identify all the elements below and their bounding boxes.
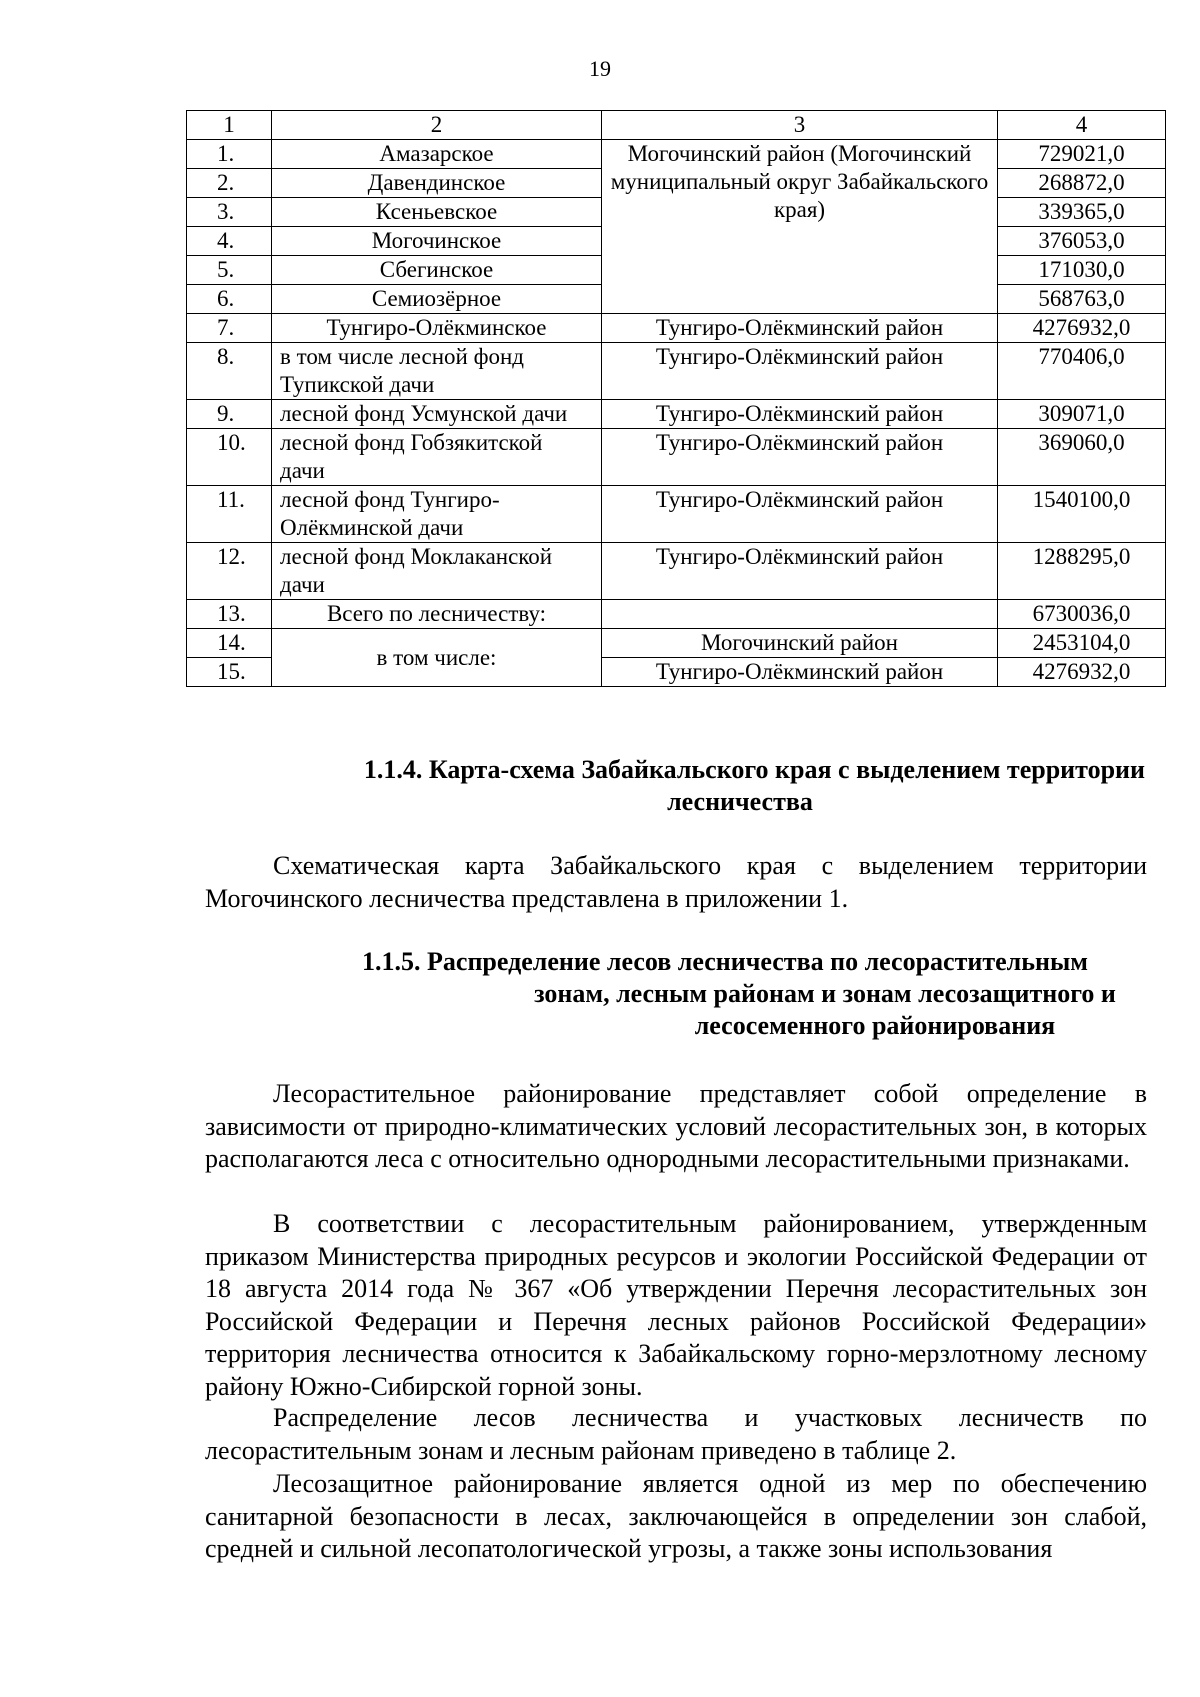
table-row — [187, 400, 1166, 429]
row-number: 10. — [187, 429, 272, 486]
page-number: 19 — [589, 56, 611, 81]
table-row — [187, 429, 1166, 486]
forestry-name: Амазарское — [272, 140, 602, 169]
row-number: 6. — [187, 285, 272, 314]
forestry-name: лесной фонд Гобзякитской дачи — [272, 429, 602, 486]
area-value: 4276932,0 — [998, 658, 1166, 687]
forestry-table — [186, 110, 1166, 687]
forestry-name: в том числе лесной фонд Тупикской дачи — [272, 343, 602, 400]
area-value: 369060,0 — [998, 429, 1166, 486]
forestry-name: лесной фонд Моклаканской дачи — [272, 543, 602, 600]
body-paragraph: В соответствии с лесорастительным районированием, утвержденным приказом Министерства природных ресурсов и экологии Российской Федерации от 18 августа 2014 года № 367 «Об утверждении Перечня лесорастительных зон Российской Федерации и Перечня лесных районов Российской Федерации» территория лесничества относится к Забайкальскому горно-мерзлотному лесному району Южно-Сибирской горной зоны. — [205, 1209, 1147, 1401]
table-row — [187, 140, 1166, 169]
district-merged: Могочинский район (Могочинский муниципальный округ Забайкальского края) — [602, 140, 998, 314]
district-name — [602, 600, 998, 629]
area-value: 309071,0 — [998, 400, 1166, 429]
forestry-name: Сбегинское — [272, 256, 602, 285]
row-number: 4. — [187, 227, 272, 256]
row-number: 13. — [187, 600, 272, 629]
area-value: 2453104,0 — [998, 629, 1166, 658]
body-paragraph: Лесозащитное районирование является одной из мер по обеспечению санитарной безопасности в лесах, заключающейся в определении зон слабой, средней и сильной лесопатологической угрозы, а также зоны использования — [205, 1469, 1147, 1563]
table-row — [187, 314, 1166, 343]
table-row — [187, 543, 1166, 600]
table-row — [187, 600, 1166, 629]
section-title-line: 1.1.4. Карта-схема Забайкальского края с выделением территории — [363, 755, 1145, 784]
header-cell: 4 — [998, 111, 1166, 140]
table-header-row — [187, 111, 1166, 140]
area-value: 568763,0 — [998, 285, 1166, 314]
including-merged: в том числе: — [272, 629, 602, 687]
section-1-1-4-paragraph: Схематическая карта Забайкальского края с выделением территории Могочинского лесничества представлена в приложении 1. — [205, 851, 1147, 913]
area-value: 4276932,0 — [998, 314, 1166, 343]
row-number: 2. — [187, 169, 272, 198]
district-name: Тунгиро-Олёкминский район — [602, 343, 998, 400]
row-number: 7. — [187, 314, 272, 343]
forestry-name: Всего по лесничеству: — [272, 600, 602, 629]
area-value: 770406,0 — [998, 343, 1166, 400]
area-value: 6730036,0 — [998, 600, 1166, 629]
table-row — [187, 343, 1166, 400]
forestry-name: Семиозёрное — [272, 285, 602, 314]
body-paragraph: Распределение лесов лесничества и участковых лесничеств по лесорастительным зонам и лесным районам приведено в таблице 2. — [205, 1403, 1147, 1465]
area-value: 1288295,0 — [998, 543, 1166, 600]
area-value: 339365,0 — [998, 198, 1166, 227]
row-number: 15. — [187, 658, 272, 687]
row-number: 12. — [187, 543, 272, 600]
forestry-name: Ксеньевское — [272, 198, 602, 227]
area-value: 376053,0 — [998, 227, 1166, 256]
header-cell: 3 — [602, 111, 998, 140]
forestry-name: лесной фонд Тунгиро-Олёкминской дачи — [272, 486, 602, 543]
area-value: 729021,0 — [998, 140, 1166, 169]
section-1-1-5-title — [205, 946, 1145, 1042]
row-number: 14. — [187, 629, 272, 658]
row-number: 11. — [187, 486, 272, 543]
district-name: Тунгиро-Олёкминский район — [602, 658, 998, 687]
district-name: Тунгиро-Олёкминский район — [602, 314, 998, 343]
header-cell: 2 — [272, 111, 602, 140]
section-1-1-4-title — [205, 754, 1145, 818]
district-name: Тунгиро-Олёкминский район — [602, 486, 998, 543]
area-value: 171030,0 — [998, 256, 1166, 285]
row-number: 3. — [187, 198, 272, 227]
section-title-line: зонам, лесным районам и зонам лесозащитного и — [534, 979, 1116, 1008]
section-title-line: лесничества — [667, 787, 813, 816]
row-number: 8. — [187, 343, 272, 400]
section-title-line: лесосеменного районирования — [694, 1011, 1056, 1040]
district-name: Тунгиро-Олёкминский район — [602, 429, 998, 486]
district-name: Тунгиро-Олёкминский район — [602, 543, 998, 600]
section-title-line: 1.1.5. Распределение лесов лесничества по лесорастительным — [362, 947, 1088, 976]
forestry-name: Давендинское — [272, 169, 602, 198]
forestry-name: Могочинское — [272, 227, 602, 256]
district-name: Тунгиро-Олёкминский район — [602, 400, 998, 429]
header-cell: 1 — [187, 111, 272, 140]
forestry-name: Тунгиро-Олёкминское — [272, 314, 602, 343]
table-row — [187, 629, 1166, 658]
table-row — [187, 486, 1166, 543]
area-value: 268872,0 — [998, 169, 1166, 198]
body-paragraph: Лесорастительное районирование представляет собой определение в зависимости от природно-климатических условий лесорастительных зон, в которых располагаются леса с относительно однородными лесорастительными признаками. — [205, 1079, 1147, 1173]
row-number: 5. — [187, 256, 272, 285]
district-name: Могочинский район — [602, 629, 998, 658]
row-number: 1. — [187, 140, 272, 169]
area-value: 1540100,0 — [998, 486, 1166, 543]
forestry-name: лесной фонд Усмунской дачи — [272, 400, 602, 429]
row-number: 9. — [187, 400, 272, 429]
